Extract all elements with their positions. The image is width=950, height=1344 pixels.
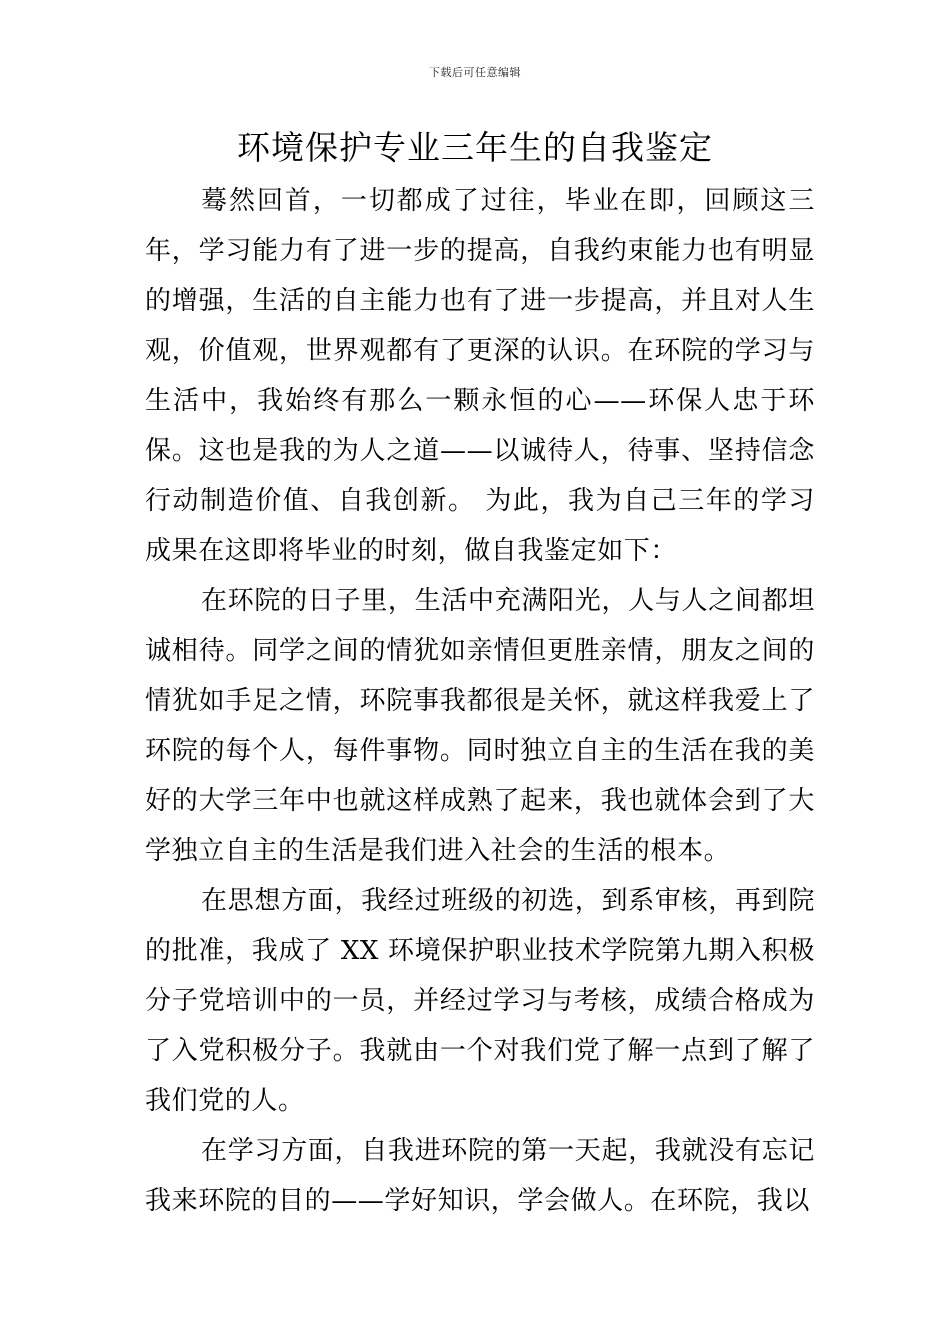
document-title: 环境保护专业三年生的自我鉴定 (237, 128, 713, 167)
paragraph-3: 在思想方面，我经过班级的初选，到系审核，再到院的批准，我成了 XX 环境保护职业技术学院第九期入积极分子党培训中的一员，并经过学习与考核，成绩合格成为了入党积极分子。我就由一个对我们党了解一点到了解了我们党的人。 (145, 886, 815, 1116)
paragraph-1: 蓦然回首，一切都成了过往，毕业在即，回顾这三年，学习能力有了进一步的提高，自我约束能力也有明显的增强，生活的自主能力也有了进一步提高，并且对人生观，价值观，世界观都有了更深的认识。在环院的学习与生活中，我始终有那么一颗永恒的心——环保人忠于环保。这也是我的为人之道——以诚待人，待事、坚持信念行动制造价值、自我创新。 为此，我为自己三年的学习成果在这即将毕业的时刻，做自我鉴定如下： (145, 186, 815, 566)
paragraph-4: 在学习方面，自我进环院的第一天起，我就没有忘记我来环院的目的——学好知识，学会做人。在环院，我以 (145, 1136, 815, 1216)
header-note: 下载后可任意编辑 (429, 66, 521, 79)
paragraph-2: 在环院的日子里，生活中充满阳光，人与人之间都坦诚相待。同学之间的情犹如亲情但更胜亲情，朋友之间的情犹如手足之情，环院事我都很是关怀，就这样我爱上了环院的每个人，每件事物。同时独立自主的生活在我的美好的大学三年中也就这样成熟了起来，我也就体会到了大学独立自主的生活是我们进入社会的生活的根本。 (145, 586, 815, 866)
document-body (145, 176, 815, 1226)
